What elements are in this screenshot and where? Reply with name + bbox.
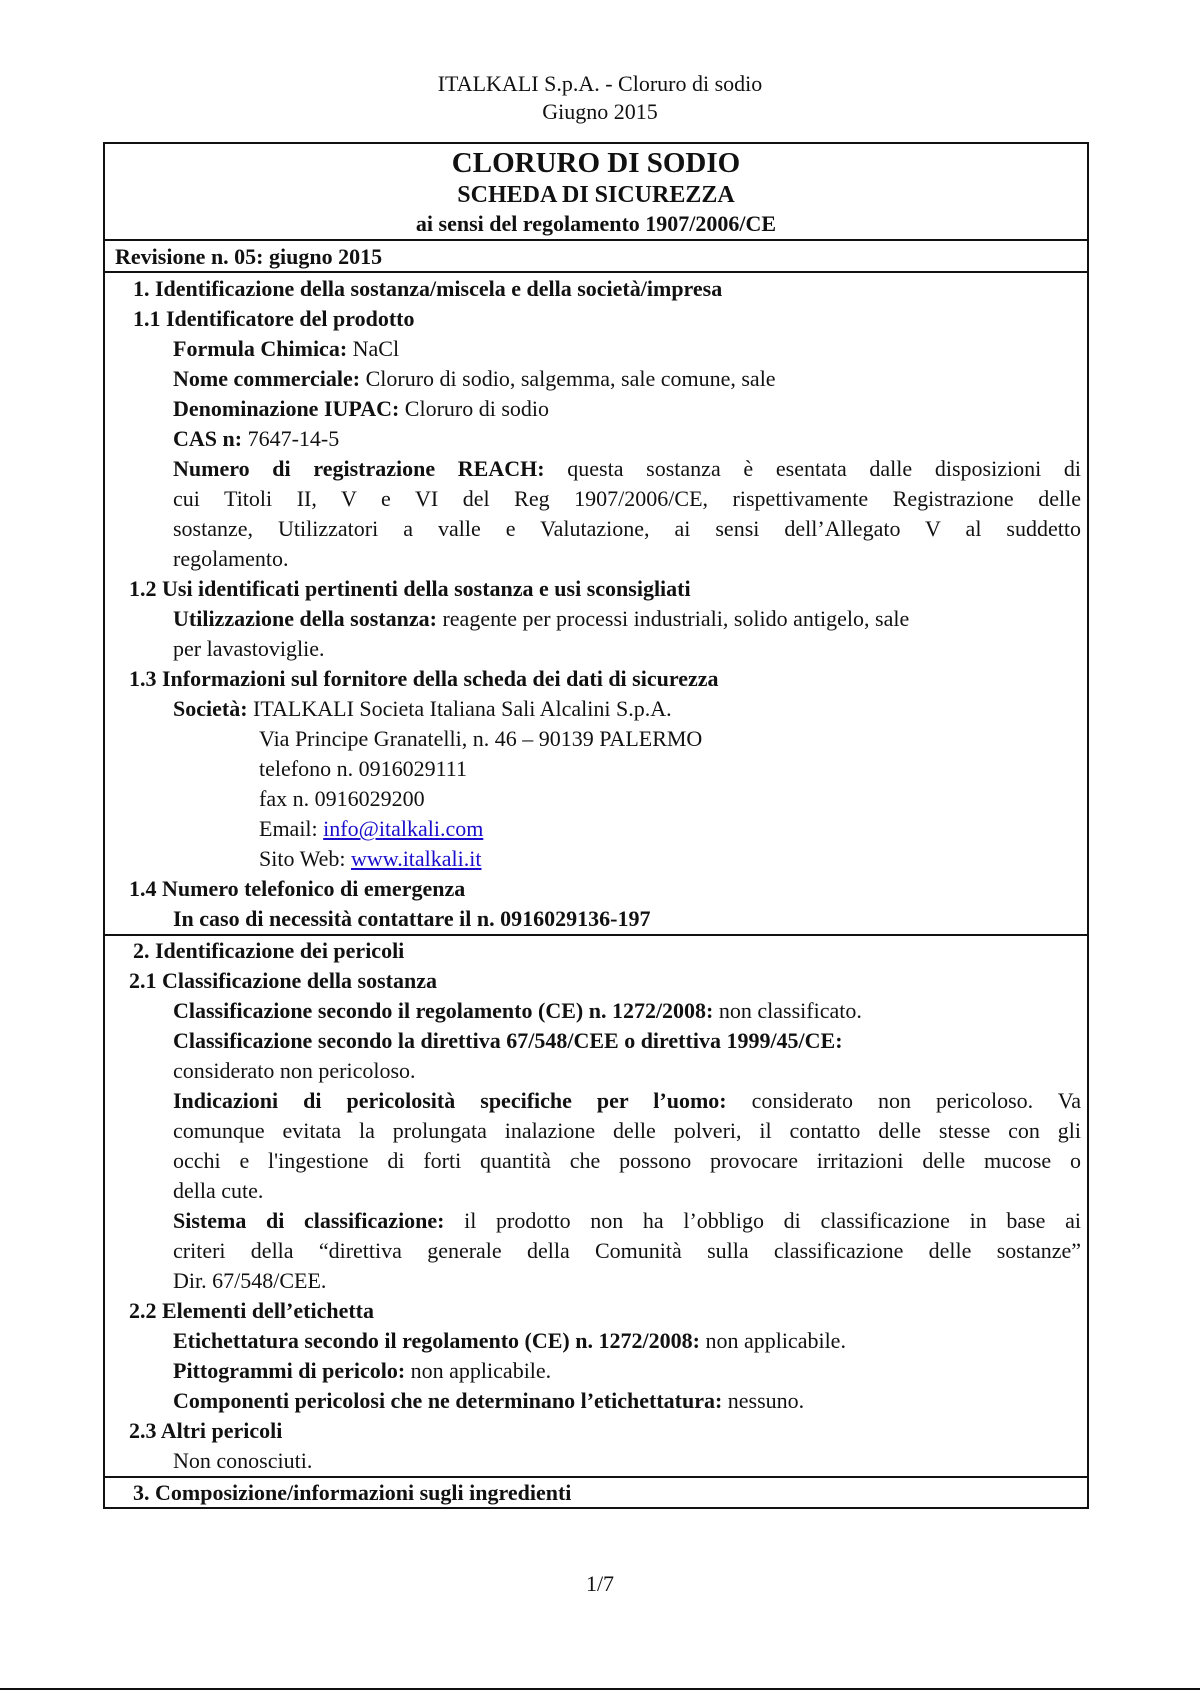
- hazardous-components-value: nessuno.: [722, 1388, 805, 1413]
- cas-label: CAS n:: [173, 426, 243, 451]
- doc-subtitle: SCHEDA DI SICUREZZA: [457, 182, 735, 208]
- hazard-value: considerato non pericoloso. Va: [726, 1088, 1081, 1113]
- email-link[interactable]: info@italkali.com: [323, 816, 484, 841]
- emergency-number: In caso di necessità contattare il n. 0916029136-197: [173, 906, 651, 931]
- other-hazards-value: Non conosciuti.: [173, 1448, 313, 1473]
- pictograms-label: Pittogrammi di pericolo:: [173, 1358, 406, 1383]
- hazardous-components-row: [173, 1386, 804, 1416]
- hazard-text-line: della cute.: [173, 1178, 264, 1203]
- hazard-text-line: comunque evitata la prolungata inalazione delle polveri, il contatto delle stesse con gli: [173, 1118, 1081, 1143]
- labelling-label: Etichettatura secondo il regolamento (CE) n. 1272/2008:: [173, 1328, 700, 1353]
- company-phone: telefono n. 0916029111: [259, 756, 467, 781]
- website-link[interactable]: www.italkali.it: [350, 846, 482, 871]
- labelling-value: non applicabile.: [699, 1328, 846, 1353]
- website-label: Sito Web:: [259, 846, 351, 871]
- classification-system-label: Sistema di classificazione:: [173, 1208, 445, 1233]
- pictograms-value: non applicabile.: [405, 1358, 552, 1383]
- reach-text-line: sostanze, Utilizzatori a valle e Valutazione, ai sensi dell’Allegato V al suddetto: [173, 516, 1081, 541]
- page-bottom-rule: [0, 1688, 1200, 1690]
- section-1-4-heading: 1.4 Numero telefonico di emergenza: [129, 876, 466, 901]
- reach-value: questa sostanza è esentata dalle disposizioni di: [544, 456, 1082, 481]
- section-2-heading: 2. Identificazione dei pericoli: [133, 938, 405, 963]
- cas-row: [173, 424, 339, 454]
- formula-label: Formula Chimica:: [173, 336, 348, 361]
- classification-system-value: il prodotto non ha l’obbligo di classificazione in base ai: [444, 1208, 1081, 1233]
- cas-value: 7647-14-5: [242, 426, 340, 451]
- divider: [105, 239, 1087, 241]
- company-value: ITALKALI Societa Italiana Sali Alcalini S.p.A.: [247, 696, 672, 721]
- reach-text-line: regolamento.: [173, 546, 289, 571]
- section-1-3-heading: 1.3 Informazioni sul fornitore della scheda dei dati di sicurezza: [129, 666, 719, 691]
- email-row: [259, 814, 483, 844]
- section-2-2-heading: 2.2 Elementi dell’etichetta: [129, 1298, 374, 1323]
- classification-system-row: [173, 1206, 1081, 1236]
- classification-text-line: Dir. 67/548/CEE.: [173, 1268, 327, 1293]
- trade-name-label: Nome commerciale:: [173, 366, 361, 391]
- use-label: Utilizzazione della sostanza:: [173, 606, 437, 631]
- directive-value: considerato non pericoloso.: [173, 1058, 416, 1083]
- iupac-label: Denominazione IUPAC:: [173, 396, 400, 421]
- hazardous-components-label: Componenti pericolosi che ne determinano l’etichettatura:: [173, 1388, 723, 1413]
- classification-text-line: criteri della “direttiva generale della Comunità sulla classificazione delle sostanze”: [173, 1238, 1081, 1263]
- trade-name-row: [173, 364, 776, 394]
- section-2-1-heading: 2.1 Classificazione della sostanza: [129, 968, 437, 993]
- email-label: Email:: [259, 816, 324, 841]
- page-number: 1/7: [585, 1571, 615, 1596]
- section-1-1-heading: 1.1 Identificatore del prodotto: [133, 306, 415, 331]
- pictograms-row: [173, 1356, 551, 1386]
- company-fax: fax n. 0916029200: [259, 786, 425, 811]
- reach-label: Numero di registrazione REACH:: [173, 456, 545, 481]
- clp-label: Classificazione secondo il regolamento (CE) n. 1272/2008:: [173, 998, 714, 1023]
- divider: [105, 271, 1087, 273]
- clp-value: non classificato.: [713, 998, 862, 1023]
- section-3-heading: 3. Composizione/informazioni sugli ingredienti: [133, 1480, 572, 1505]
- doc-regulation: ai sensi del regolamento 1907/2006/CE: [415, 211, 777, 236]
- formula-value: NaCl: [347, 336, 400, 361]
- running-header-date: Giugno 2015: [542, 99, 658, 124]
- doc-title: CLORURO DI SODIO: [451, 147, 741, 179]
- labelling-row: [173, 1326, 846, 1356]
- document-frame: [103, 142, 1089, 1509]
- iupac-value: Cloruro di sodio: [399, 396, 550, 421]
- section-1-heading: 1. Identificazione della sostanza/miscela e della società/impresa: [133, 276, 723, 301]
- reach-row: [173, 454, 1081, 484]
- section-1-2-heading: 1.2 Usi identificati pertinenti della sostanza e usi sconsigliati: [129, 576, 691, 601]
- company-label: Società:: [173, 696, 248, 721]
- directive-label: Classificazione secondo la direttiva 67/548/CEE o direttiva 1999/45/CE:: [173, 1028, 843, 1053]
- hazard-label: Indicazioni di pericolosità specifiche per l’uomo:: [173, 1088, 727, 1113]
- reach-text-line: cui Titoli II, V e VI del Reg 1907/2006/CE, rispettivamente Registrazione delle: [173, 486, 1081, 511]
- trade-name-value: Cloruro di sodio, salgemma, sale comune, sale: [360, 366, 776, 391]
- clp-row: [173, 996, 862, 1026]
- section-2-3-heading: 2.3 Altri pericoli: [129, 1418, 283, 1443]
- website-row: [259, 844, 482, 874]
- use-text-line: per lavastoviglie.: [173, 636, 325, 661]
- use-value: reagente per processi industriali, solido antigelo, sale: [436, 606, 910, 631]
- use-row: [173, 604, 909, 634]
- iupac-row: [173, 394, 549, 424]
- hazard-text-line: occhi e l'ingestione di forti quantità che possono provocare irritazioni delle mucose o: [173, 1148, 1081, 1173]
- company-row: [173, 694, 672, 724]
- formula-row: [173, 334, 399, 364]
- revision-line: Revisione n. 05: giugno 2015: [115, 244, 383, 269]
- hazard-row: [173, 1086, 1081, 1116]
- company-address: Via Principe Granatelli, n. 46 – 90139 PALERMO: [259, 726, 703, 751]
- running-header-title: ITALKALI S.p.A. - Cloruro di sodio: [437, 71, 763, 96]
